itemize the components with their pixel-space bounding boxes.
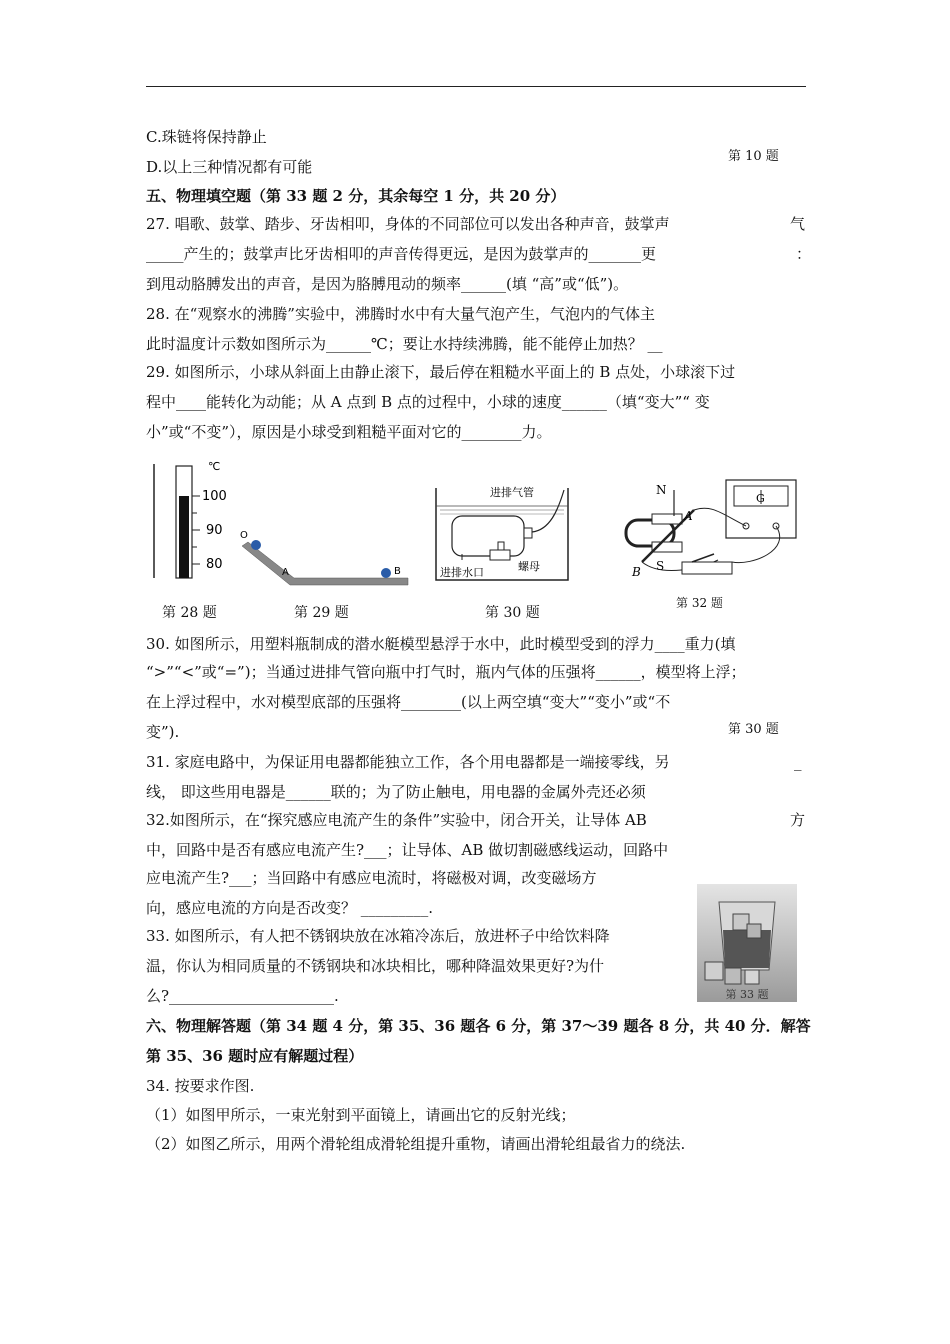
- induction-label-n: N: [656, 483, 667, 497]
- q31-edge-char: _: [794, 753, 802, 771]
- q30-line4: 变”).: [146, 723, 180, 741]
- q30-line3: 在上浮过程中，水对模型底部的压强将________(以上两空填“变大”“变小”或“不: [146, 693, 671, 711]
- caption-29: 第 29 题: [294, 605, 349, 621]
- option-d: D.以上三种情况都有可能: [146, 158, 313, 176]
- caption-33: 第 33 题: [725, 988, 769, 1001]
- thermometer-figure: [150, 458, 230, 583]
- q30-line2: “>”“<”或“=”)；当通过进排气管向瓶中打气时，瓶内气体的压强将______，模型将上浮；: [146, 663, 746, 681]
- question-10-tag: 第 10 题: [728, 149, 779, 164]
- steel-cubes-photo: [697, 884, 797, 1002]
- incline-figure: [236, 528, 414, 592]
- q27-edge-char2: ：: [796, 245, 812, 263]
- caption-30: 第 30 题: [485, 605, 540, 621]
- q27-line1: 27. 唱歌、鼓掌、踏步、牙齿相叩，身体的不同部位可以发出各种声音，鼓掌声: [146, 215, 670, 233]
- thermometer-tick-80: 80: [206, 557, 223, 572]
- induction-figure: [622, 470, 804, 582]
- q34-part1: （1）如图甲所示，一束光射到平面镜上，请画出它的反射光线；: [146, 1106, 576, 1124]
- q28-line2: 此时温度计示数如图所示为______℃；要让水持续沸腾，能不能停止加热？ __: [146, 335, 663, 353]
- q27-line3: 到甩动胳膊发出的声音，是因为胳膊甩动的频率______(填 “高”或“低”)。: [146, 275, 629, 293]
- question-30-tag: 第 30 题: [728, 722, 779, 737]
- induction-label-s: S: [656, 559, 665, 573]
- submarine-figure: [432, 480, 572, 584]
- q27-line2: _____产生的；鼓掌声比牙齿相叩的声音传得更远，是因为鼓掌声的_______更: [146, 245, 657, 263]
- caption-28: 第 28 题: [162, 605, 217, 621]
- section-6-heading-line2: 第 35、36 题时应有解题过程）: [146, 1047, 364, 1065]
- q34-part2: （2）如图乙所示，用两个滑轮组成滑轮组提升重物，请画出滑轮组最省力的绕法.: [146, 1135, 686, 1153]
- caption-32: 第 32 题: [676, 596, 723, 610]
- q32-edge-char: 方: [790, 811, 806, 829]
- q28-line1: 28. 在“观察水的沸腾”实验中，沸腾时水中有大量气泡产生，气泡内的气体主: [146, 305, 655, 323]
- header-rule: [146, 86, 806, 87]
- q34-line: 34. 按要求作图.: [146, 1077, 255, 1095]
- q32-line3: 应电流产生?___；当回路中有感应电流时，将磁极对调，改变磁场方: [146, 869, 597, 887]
- q30-line1: 30. 如图所示，用塑料瓶制成的潜水艇模型悬浮于水中，此时模型受到的浮力____重力(填: [146, 635, 736, 653]
- q31-line2: 线， 即这些用电器是______联的；为了防止触电，用电器的金属外壳还必须: [146, 783, 646, 801]
- q32-line1: 32.如图所示，在“探究感应电流产生的条件”实验中，闭合开关，让导体 AB: [146, 811, 647, 829]
- steel-cubes-illustration: [697, 884, 797, 988]
- option-c: C.珠链将保持静止: [146, 128, 267, 146]
- section-6-heading-line1: 六、物理解答题（第 34 题 4 分，第 35、36 题各 6 分，第 37～39 题各 8 分，共 40 分．解答: [146, 1017, 811, 1035]
- q29-line1: 29. 如图所示，小球从斜面上由静止滚下，最后停在粗糙水平面上的 B 点处，小球滚下过: [146, 363, 736, 381]
- q29-line2: 程中____能转化为动能；从 A 点到 B 点的过程中，小球的速度______（填“变大”“ 变: [146, 393, 710, 411]
- induction-label-a: A: [684, 509, 693, 523]
- q27-edge-char: 气: [790, 215, 806, 233]
- q29-line3: 小”或“不变”），原因是小球受到粗糙平面对它的________力。: [146, 423, 552, 441]
- q33-line1: 33. 如图所示，有人把不锈钢块放在冰箱冷冻后，放进杯子中给饮料降: [146, 927, 610, 945]
- section-5-heading: 五、物理填空题（第 33 题 2 分，其余每空 1 分，共 20 分）: [146, 187, 566, 205]
- q33-line2: 温，你认为相同质量的不锈钢块和冰块相比，哪种降温效果更好?为什: [146, 957, 605, 975]
- galvanometer-label-g: G: [756, 492, 765, 505]
- incline-label-o: O: [240, 530, 248, 541]
- submarine-label-inlet: 进排水口: [440, 566, 484, 579]
- incline-label-a: A: [282, 567, 289, 578]
- thermometer-unit: ℃: [208, 460, 221, 473]
- q31-line1: 31. 家庭电路中，为保证用电器都能独立工作，各个用电器都是一端接零线，另: [146, 753, 670, 771]
- q32-line2: 中，回路中是否有感应电流产生?___；让导体、AB 做切割磁感线运动，回路中: [146, 841, 669, 859]
- induction-label-b: B: [632, 565, 641, 579]
- submarine-label-pipe: 进排气管: [490, 486, 534, 499]
- thermometer-tick-90: 90: [206, 523, 223, 538]
- q33-line3: 么?______________________.: [146, 987, 339, 1005]
- submarine-label-screw: 螺母: [518, 560, 540, 573]
- q32-line4: 向，感应电流的方向是否改变？ _________.: [146, 899, 434, 917]
- thermometer-tick-100: 100: [202, 489, 227, 504]
- incline-label-b: B: [394, 566, 401, 577]
